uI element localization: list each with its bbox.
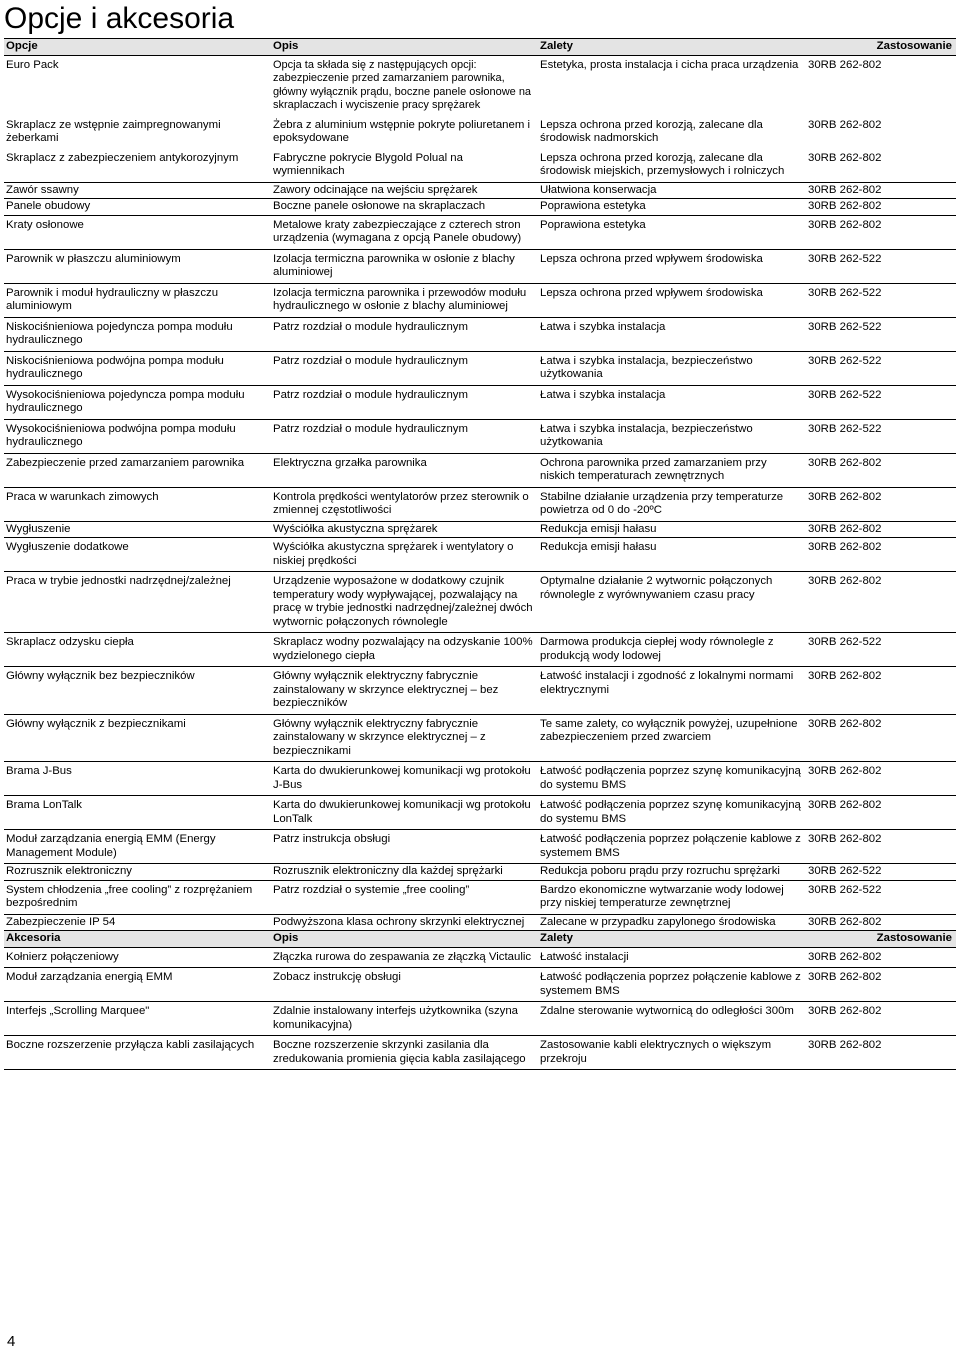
option-application: 30RB 262-802	[806, 521, 956, 538]
option-row	[4, 762, 956, 796]
option-row	[4, 487, 956, 521]
option-advantage: Łatwa i szybka instalacja, bezpieczeństwo użytkowania	[538, 351, 806, 385]
option-row	[4, 249, 956, 283]
option-advantage: Łatwość podłączenia poprzez połączenie kablowe z systemem BMS	[538, 968, 806, 1002]
option-application: 30RB 262-802	[806, 1036, 956, 1070]
option-application: 30RB 262-802	[806, 487, 956, 521]
option-row	[4, 317, 956, 351]
option-advantage: Redukcja emisji hałasu	[538, 538, 806, 572]
accessory-row	[4, 1036, 956, 1070]
option-description: Główny wyłącznik elektryczny fabrycznie zainstalowany w skrzynce elektrycznej – z bezpiecznikami	[271, 714, 538, 762]
option-name: Moduł zarządzania energią EMM (Energy Management Module)	[4, 830, 271, 864]
option-application: 30RB 262-802	[806, 215, 956, 249]
option-row	[4, 880, 956, 914]
header-opis: Opis	[271, 39, 538, 56]
option-description: Patrz instrukcja obsługi	[271, 830, 538, 864]
option-advantage: Poprawiona estetyka	[538, 199, 806, 216]
option-description: Wyściółka akustyczna sprężarek	[271, 521, 538, 538]
accessory-row	[4, 947, 956, 968]
option-name: Skraplacz ze wstępnie zaimpregnowanymi żeberkami	[6, 118, 221, 144]
option-name: Interfejs „Scrolling Marquee"	[4, 1002, 271, 1036]
option-row	[4, 199, 956, 216]
option-application: 30RB 262-802	[806, 667, 956, 715]
option-application: 30RB 262-802	[806, 149, 956, 183]
header-zalety-akcesoria: Zalety	[538, 931, 806, 948]
option-description: Izolacja termiczna parownika i przewodów modułu hydraulicznego w osłonie z blachy aluminiowej	[271, 283, 538, 317]
option-name: Zabezpieczenie IP 54	[4, 914, 271, 931]
header-zastosowanie-akcesoria: Zastosowanie	[806, 931, 956, 948]
option-description: Izolacja termiczna parownika w osłonie z blachy aluminiowej	[271, 249, 538, 283]
option-advantage: Łatwa i szybka instalacja	[538, 317, 806, 351]
option-advantage: Lepsza ochrona przed wpływem środowiska	[538, 249, 806, 283]
option-description: Wyściółka akustyczna sprężarek i wentylatory o niskiej prędkości	[271, 538, 538, 572]
option-advantage: Poprawiona estetyka	[538, 215, 806, 249]
option-application: 30RB 262-522	[806, 317, 956, 351]
option-advantage: Zdalne sterowanie wytwornicą do odległości 300m	[538, 1002, 806, 1036]
option-description: Kontrola prędkości wentylatorów przez sterownik o zmiennej częstotliwości	[271, 487, 538, 521]
option-description: Skraplacz wodny pozwalający na odzyskanie 100% wydzielonego ciepła	[271, 633, 538, 667]
option-row	[4, 385, 956, 419]
option-advantage: Zastosowanie kabli elektrycznych o większym przekroju	[538, 1036, 806, 1070]
option-row	[4, 633, 956, 667]
option-advantage: Lepsza ochrona przed korozją, zalecane dla środowisk nadmorskich	[540, 118, 763, 144]
option-advantage: Lepsza ochrona przed wpływem środowiska	[538, 283, 806, 317]
option-description: Patrz rozdział o module hydraulicznym	[271, 419, 538, 453]
option-name: System chłodzenia „free cooling” z rozprężaniem bezpośrednim	[4, 880, 271, 914]
option-name: Wysokociśnieniowa podwójna pompa modułu hydraulicznego	[4, 419, 271, 453]
option-row	[4, 351, 956, 385]
option-row	[4, 283, 956, 317]
option-description: Fabryczne pokrycie Blygold Polual na wymiennikach	[271, 149, 538, 183]
option-name: Boczne rozszerzenie przyłącza kabli zasilających	[4, 1036, 271, 1070]
option-row	[4, 714, 956, 762]
option-description: Karta do dwukierunkowej komunikacji wg protokołu J-Bus	[271, 762, 538, 796]
accessories-header-row	[4, 931, 956, 948]
option-row	[4, 55, 956, 116]
option-description: Metalowe kraty zabezpieczające z czterech stron urządzenia (wymagana z opcją Panele obudowy)	[271, 215, 538, 249]
option-name: Zabezpieczenie przed zamarzaniem parownika	[4, 453, 271, 487]
option-row	[4, 521, 956, 538]
option-application: 30RB 262-522	[806, 385, 956, 419]
option-row	[4, 149, 956, 183]
option-row	[4, 914, 956, 931]
option-application: 30RB 262-802	[806, 830, 956, 864]
option-row	[4, 830, 956, 864]
option-name: Skraplacz odzysku ciepła	[4, 633, 271, 667]
option-description: Boczne rozszerzenie skrzynki zasilania dla zredukowania promienia gięcia kabla zasilającego	[271, 1036, 538, 1070]
option-name: Moduł zarządzania energią EMM	[4, 968, 271, 1002]
option-advantage: Redukcja emisji hałasu	[538, 521, 806, 538]
option-name: Skraplacz z zabezpieczeniem antykorozyjnym	[4, 149, 271, 183]
option-row	[4, 419, 956, 453]
option-advantage: Ułatwiona konserwacja	[538, 182, 806, 199]
header-zalety: Zalety	[538, 39, 806, 56]
header-zastosowanie: Zastosowanie	[806, 39, 956, 56]
option-application: 30RB 262-802	[806, 796, 956, 830]
option-description: Patrz rozdział o systemie „free cooling”	[271, 880, 538, 914]
option-application: 30RB 262-802	[806, 968, 956, 1002]
option-name: Niskociśnieniowa pojedyncza pompa modułu hydraulicznego	[4, 317, 271, 351]
option-name: Brama LonTalk	[4, 796, 271, 830]
option-row	[4, 453, 956, 487]
option-application: 30RB 262-522	[806, 419, 956, 453]
option-advantage: Te same zalety, co wyłącznik powyżej, uzupełnione zabezpieczeniem przed zwarciem	[538, 714, 806, 762]
option-description: Boczne panele osłonowe na skraplaczach	[271, 199, 538, 216]
option-advantage: Darmowa produkcja ciepłej wody równolegle z produkcją wody lodowej	[538, 633, 806, 667]
option-application: 30RB 262-802	[806, 182, 956, 199]
option-application: 30RB 262-522	[806, 880, 956, 914]
option-description: Zdalnie instalowany interfejs użytkownika (szyna komunikacyjna)	[271, 1002, 538, 1036]
accessory-row	[4, 968, 956, 1002]
option-advantage: Zalecane w przypadku zapylonego środowiska	[538, 914, 806, 931]
option-description: Zobacz instrukcję obsługi	[271, 968, 538, 1002]
option-application: 30RB 262-522	[806, 249, 956, 283]
option-name: Wysokociśnieniowa pojedyncza pompa modułu hydraulicznego	[4, 385, 271, 419]
option-advantage: Bardzo ekonomiczne wytwarzanie wody lodowej przy niskiej temperaturze zewnętrznej	[538, 880, 806, 914]
option-name: Rozrusznik elektroniczny	[4, 864, 271, 881]
option-description: Elektryczna grzałka parownika	[271, 453, 538, 487]
option-name: Kraty osłonowe	[4, 215, 271, 249]
option-application: 30RB 262-522	[806, 283, 956, 317]
option-advantage: Optymalne działanie 2 wytwornic połączonych równolegle z wyrównywaniem czasu pracy	[538, 572, 806, 633]
option-description: Główny wyłącznik elektryczny fabrycznie zainstalowany w skrzynce elektrycznej – bez bezpieczników	[271, 667, 538, 715]
option-row	[4, 864, 956, 881]
option-name: Brama J-Bus	[4, 762, 271, 796]
option-application: 30RB 262-802	[806, 947, 956, 968]
option-description: Zawory odcinające na wejściu sprężarek	[271, 182, 538, 199]
option-advantage: Łatwość instalacji i zgodność z lokalnymi normami elektrycznymi	[538, 667, 806, 715]
header-akcesoria: Akcesoria	[4, 931, 271, 948]
option-application: 30RB 262-802	[806, 538, 956, 572]
option-application: 30RB 262-802	[808, 58, 882, 71]
option-advantage: Łatwość podłączenia poprzez połączenie kablowe z systemem BMS	[538, 830, 806, 864]
option-advantage: Łatwość podłączenia poprzez szynę komunikacyjną do systemu BMS	[538, 796, 806, 830]
option-description: Opcja ta składa się z następujących opcji: zabezpieczenie przed zamarzaniem parownika, główny wyłącznik prądu, boczne panele osłonowe na skraplaczach i wyciszenie pracy sprężarek	[273, 58, 532, 111]
option-name: Zawór ssawny	[4, 182, 271, 199]
options-table	[4, 38, 956, 1070]
option-advantage: Łatwa i szybka instalacja	[538, 385, 806, 419]
option-description: Patrz rozdział o module hydraulicznym	[271, 351, 538, 385]
document-page	[4, 0, 956, 1070]
header-opis-akcesoria: Opis	[271, 931, 538, 948]
option-description: Złączka rurowa do zespawania ze złączką Victaulic	[271, 947, 538, 968]
option-description: Urządzenie wyposażone w dodatkowy czujnik temperatury wody wypływającej, pozwalający na pracę w trybie jednostki nadrzędnej/zależnej dwóch wytwornic połączonych równolegle	[271, 572, 538, 633]
option-application: 30RB 262-802	[806, 453, 956, 487]
option-name: Niskociśnieniowa podwójna pompa modułu hydraulicznego	[4, 351, 271, 385]
option-name: Parownik i moduł hydrauliczny w płaszczu aluminiowym	[4, 283, 271, 317]
page-number: 4	[7, 1333, 16, 1350]
header-opcje: Opcje	[4, 39, 271, 56]
option-name: Wygłuszenie	[4, 521, 271, 538]
option-description: Karta do dwukierunkowej komunikacji wg protokołu LonTalk	[271, 796, 538, 830]
option-advantage: Redukcja poboru prądu przy rozruchu sprężarki	[538, 864, 806, 881]
option-row	[4, 182, 956, 199]
option-advantage: Estetyka, prosta instalacja i cicha praca urządzenia	[540, 58, 799, 71]
option-advantage: Łatwość instalacji	[538, 947, 806, 968]
option-application: 30RB 262-802	[806, 762, 956, 796]
option-description: Podwyższona klasa ochrony skrzynki elektrycznej	[271, 914, 538, 931]
option-application: 30RB 262-802	[806, 572, 956, 633]
option-row	[4, 796, 956, 830]
options-header-row	[4, 39, 956, 56]
option-row	[4, 116, 956, 149]
accessory-row	[4, 1002, 956, 1036]
option-description: Rozrusznik elektroniczny dla każdej sprężarki	[271, 864, 538, 881]
option-name: Główny wyłącznik z bezpiecznikami	[4, 714, 271, 762]
option-name: Euro Pack	[6, 58, 59, 71]
option-advantage: Łatwość podłączenia poprzez szynę komunikacyjną do systemu BMS	[538, 762, 806, 796]
option-row	[4, 572, 956, 633]
option-application: 30RB 262-802	[806, 914, 956, 931]
option-application: 30RB 262-802	[806, 714, 956, 762]
option-application: 30RB 262-802	[806, 199, 956, 216]
option-row	[4, 215, 956, 249]
page-title: Opcje i akcesoria	[4, 2, 235, 35]
option-application: 30RB 262-522	[806, 633, 956, 667]
option-row	[4, 667, 956, 715]
option-name: Wygłuszenie dodatkowe	[4, 538, 271, 572]
option-row	[4, 538, 956, 572]
option-application: 30RB 262-802	[808, 118, 882, 131]
option-advantage: Lepsza ochrona przed korozją, zalecane dla środowisk miejskich, przemysłowych i rolniczych	[538, 149, 806, 183]
option-description: Żebra z aluminium wstępnie pokryte poliuretanem i epoksydowane	[273, 118, 531, 144]
option-advantage: Łatwa i szybka instalacja, bezpieczeństwo użytkowania	[538, 419, 806, 453]
option-name: Praca w trybie jednostki nadrzędnej/zależnej	[4, 572, 271, 633]
option-application: 30RB 262-522	[806, 864, 956, 881]
option-description: Patrz rozdział o module hydraulicznym	[271, 385, 538, 419]
option-name: Kołnierz połączeniowy	[4, 947, 271, 968]
option-name: Główny wyłącznik bez bezpieczników	[4, 667, 271, 715]
option-application: 30RB 262-522	[806, 351, 956, 385]
option-name: Parownik w płaszczu aluminiowym	[4, 249, 271, 283]
option-advantage: Stabilne działanie urządzenia przy temperaturze powietrza od 0 do -20ºC	[538, 487, 806, 521]
option-name: Panele obudowy	[4, 199, 271, 216]
option-description: Patrz rozdział o module hydraulicznym	[271, 317, 538, 351]
option-advantage: Ochrona parownika przed zamarzaniem przy niskich temperaturach zewnętrznych	[538, 453, 806, 487]
option-application: 30RB 262-802	[806, 1002, 956, 1036]
option-name: Praca w warunkach zimowych	[4, 487, 271, 521]
